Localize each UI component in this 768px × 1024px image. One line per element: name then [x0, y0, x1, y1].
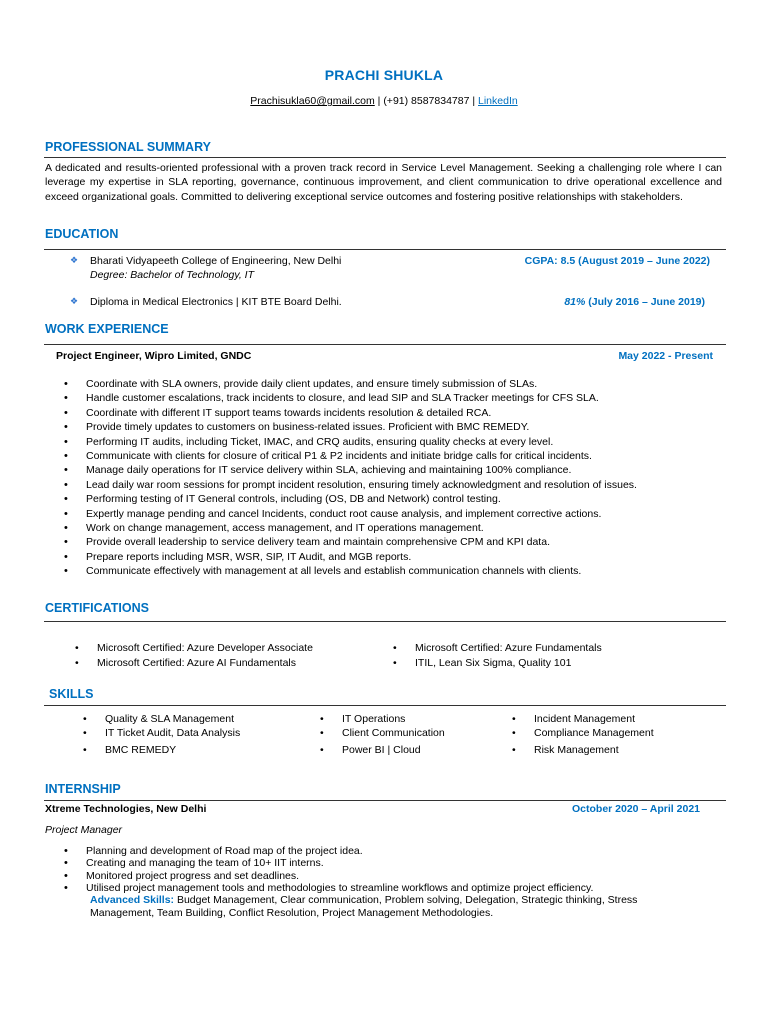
- advanced-skills: [90, 894, 670, 919]
- skill-item: • Power BI | Cloud: [320, 744, 421, 756]
- internship-dates: October 2020 – April 2021: [571, 803, 700, 815]
- experience-bullet: • Lead daily war room sessions for prompt incident resolution, ensuring timely acknowledgment and resolution of issues.: [60, 478, 637, 492]
- section-title-skills: SKILLS: [49, 687, 94, 701]
- candidate-name: PRACHI SHUKLA: [324, 67, 444, 83]
- experience-bullet: • Provide overall leadership to service delivery team and maintain comprehensive CPM and KPI data.: [60, 535, 637, 549]
- summary-text: A dedicated and results-oriented professional with a proven track record in Service Level Management. Seeking a challenging role where I can leverage my expertise in SLA reporting, governance, continuous improvement, and client communication to drive operational excellence and exceed organizational goals. Committed to delivering exceptional service outcomes and fostering positive relationships with stakeholders.: [45, 162, 722, 203]
- section-title-summary: PROFESSIONAL SUMMARY: [45, 140, 211, 154]
- linkedin-link[interactable]: LinkedIn: [478, 95, 518, 107]
- section-title-experience: WORK EXPERIENCE: [45, 322, 169, 336]
- skill-item: • Incident Management: [512, 713, 635, 725]
- phone-number: (+91) 8587834787: [383, 95, 470, 107]
- certification-item: • Microsoft Certified: Azure Fundamentals: [393, 642, 602, 654]
- section-divider: [44, 249, 726, 250]
- internship-bullet: • Utilised project management tools and methodologies to streamline workflows and optimize project efficiency.: [60, 882, 593, 894]
- internship-company: Xtreme Technologies, New Delhi: [45, 803, 207, 815]
- experience-bullet: • Communicate effectively with management at all levels and establish communication channels with clients.: [60, 564, 637, 578]
- internship-role: Project Manager: [45, 824, 123, 836]
- internship-bullet: • Creating and managing the team of 10+ IIT interns.: [60, 857, 593, 869]
- experience-bullet: • Coordinate with different IT support teams towards incidents resolution & detailed RCA.: [60, 406, 637, 420]
- skill-item: • Quality & SLA Management: [83, 713, 234, 725]
- diamond-bullet-icon: ❖: [70, 296, 79, 306]
- skill-item: • BMC REMEDY: [83, 744, 176, 756]
- contact-line: [0, 95, 768, 107]
- section-divider: [44, 705, 726, 706]
- experience-bullet: • Prepare reports including MSR, WSR, SIP, IT Audit, and MGB reports.: [60, 550, 637, 564]
- experience-bullet: • Performing testing of IT General controls, including (OS, DB and Network) control testing.: [60, 492, 637, 506]
- job-header: [56, 350, 713, 362]
- internship-bullet-list: [60, 845, 593, 895]
- certification-item: • Microsoft Certified: Azure AI Fundamentals: [75, 657, 296, 669]
- education-score-dates: (July 2016 – June 2019): [585, 296, 705, 308]
- experience-bullet: • Performing IT audits, including Ticket, IMAC, and CRQ audits, ensuring quality checks at every level.: [60, 435, 637, 449]
- experience-bullet-list: [60, 377, 637, 578]
- skill-item: • Risk Management: [512, 744, 619, 756]
- email-link[interactable]: Prachisukla60@gmail.com: [250, 95, 375, 107]
- skill-item: • Compliance Management: [512, 727, 654, 739]
- section-divider: [44, 157, 726, 158]
- education-entry: [70, 255, 715, 285]
- education-institution: Diploma in Medical Electronics | KIT BTE Board Delhi.: [90, 296, 342, 308]
- skill-item: • IT Ticket Audit, Data Analysis: [83, 727, 240, 739]
- education-entry: [70, 296, 715, 312]
- section-divider: [44, 800, 726, 801]
- skill-item: • IT Operations: [320, 713, 405, 725]
- education-institution: Bharati Vidyapeeth College of Engineering, New Delhi: [90, 255, 342, 267]
- advanced-skills-text: Budget Management, Clear communication, Problem solving, Delegation, Strategic thinking, Stress Management, Team Building, Conflict Resolution, Project Management Methodologies.: [90, 894, 638, 919]
- education-score: [564, 296, 705, 308]
- contact-separator: |: [374, 95, 384, 107]
- contact-separator: |: [469, 95, 478, 107]
- skill-item: • Client Communication: [320, 727, 445, 739]
- education-degree: Degree: Bachelor of Technology, IT: [90, 269, 255, 281]
- section-divider: [44, 621, 726, 622]
- job-dates: May 2022 - Present: [618, 350, 713, 362]
- education-score-percent: 81%: [564, 296, 586, 308]
- education-score: CGPA: 8.5 (August 2019 – June 2022): [524, 255, 710, 267]
- experience-bullet: • Communicate with clients for closure of critical P1 & P2 incidents and initiate bridge calls for critical incidents.: [60, 449, 637, 463]
- section-title-education: EDUCATION: [45, 227, 119, 241]
- experience-bullet: • Work on change management, access management, and IT operations management.: [60, 521, 637, 535]
- certification-item: • Microsoft Certified: Azure Developer Associate: [75, 642, 313, 654]
- section-title-internship: INTERNSHIP: [45, 782, 121, 796]
- experience-bullet: • Provide timely updates to customers on business-related issues. Proficient with BMC REMEDY.: [60, 420, 637, 434]
- job-title: Project Engineer, Wipro Limited, GNDC: [56, 350, 252, 362]
- internship-header: [45, 803, 700, 815]
- diamond-bullet-icon: ❖: [70, 255, 79, 265]
- experience-bullet: • Coordinate with SLA owners, provide daily client updates, and ensure timely submission of SLAs.: [60, 377, 637, 391]
- section-divider: [44, 344, 726, 345]
- certification-item: • ITIL, Lean Six Sigma, Quality 101: [393, 657, 571, 669]
- advanced-skills-label: Advanced Skills:: [90, 894, 175, 906]
- internship-bullet: • Monitored project progress and set deadlines.: [60, 870, 593, 882]
- section-title-certifications: CERTIFICATIONS: [45, 601, 149, 615]
- experience-bullet: • Handle customer escalations, track incidents to closure, and lead SIP and SLA Tracker meetings for CFS SLA.: [60, 391, 637, 405]
- experience-bullet: • Expertly manage pending and cancel Incidents, conduct root cause analysis, and implement corrective actions.: [60, 507, 637, 521]
- internship-bullet: • Planning and development of Road map of the project idea.: [60, 845, 593, 857]
- experience-bullet: • Manage daily operations for IT service delivery within SLA, achieving and maintaining 100% compliance.: [60, 463, 637, 477]
